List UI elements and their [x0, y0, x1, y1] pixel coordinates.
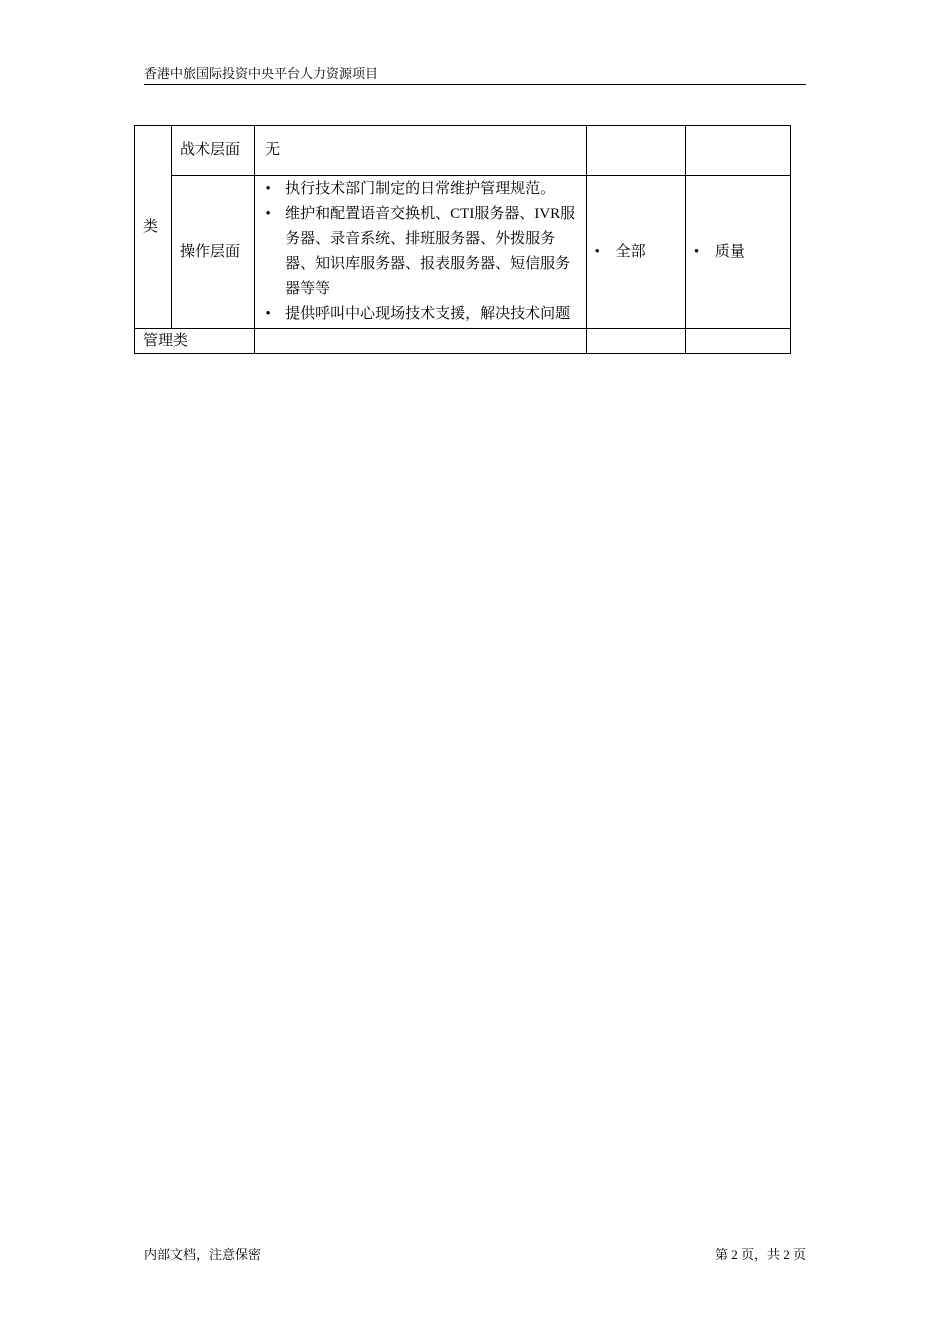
list-item: [255, 202, 580, 302]
empty-cell: [255, 329, 587, 354]
bullet-icon: •: [594, 243, 600, 260]
table-row: [135, 126, 791, 176]
description-text: 无: [265, 142, 281, 158]
bullet-icon: •: [265, 306, 271, 322]
scope-cell: [586, 176, 685, 329]
level-label: 战术层面: [180, 142, 241, 158]
table-row: [135, 176, 791, 329]
duty-list: [255, 176, 586, 328]
metric-bullet: [686, 240, 790, 265]
category-cell: [135, 126, 172, 329]
table-row: [135, 329, 791, 354]
duties-table: [134, 125, 791, 354]
list-item-text: 维护和配置语音交换机、CTI服务器、IVR服务器、录音系统、排班服务器、外拨服务器、知识库服务器、报表服务器、短信服务器等等: [285, 206, 576, 297]
empty-cell: [586, 329, 685, 354]
level-cell: [172, 176, 255, 329]
scope-bullet: [587, 240, 685, 265]
description-cell: [255, 176, 587, 329]
level-label: 操作层面: [180, 243, 241, 260]
footer-page-number: 第 2 页，共 2 页: [714, 1247, 806, 1262]
metric-cell: [685, 176, 790, 329]
list-item-text: 提供呼叫中心现场技术支援，解决技术问题: [285, 306, 571, 322]
metric-text: 质量: [714, 243, 745, 260]
header-title: 香港中旅国际投资中央平台人力资源项目: [144, 66, 379, 81]
bullet-icon: •: [265, 206, 271, 222]
metric-cell: [685, 126, 790, 176]
empty-cell: [685, 329, 790, 354]
bullet-icon: •: [265, 181, 271, 197]
scope-text: 全部: [615, 243, 646, 260]
management-category-cell: [135, 329, 255, 354]
list-item-text: 执行技术部门制定的日常维护管理规范。: [285, 181, 556, 197]
category-label: 类: [143, 218, 159, 235]
level-cell: [172, 126, 255, 176]
list-item: [255, 302, 580, 327]
page-header: [144, 66, 806, 85]
list-item: [255, 177, 580, 202]
bullet-icon: •: [693, 243, 700, 260]
management-label: 管理类: [143, 333, 189, 349]
description-cell: [255, 126, 587, 176]
footer-confidential: 内部文档，注意保密: [144, 1247, 262, 1262]
scope-cell: [586, 126, 685, 176]
